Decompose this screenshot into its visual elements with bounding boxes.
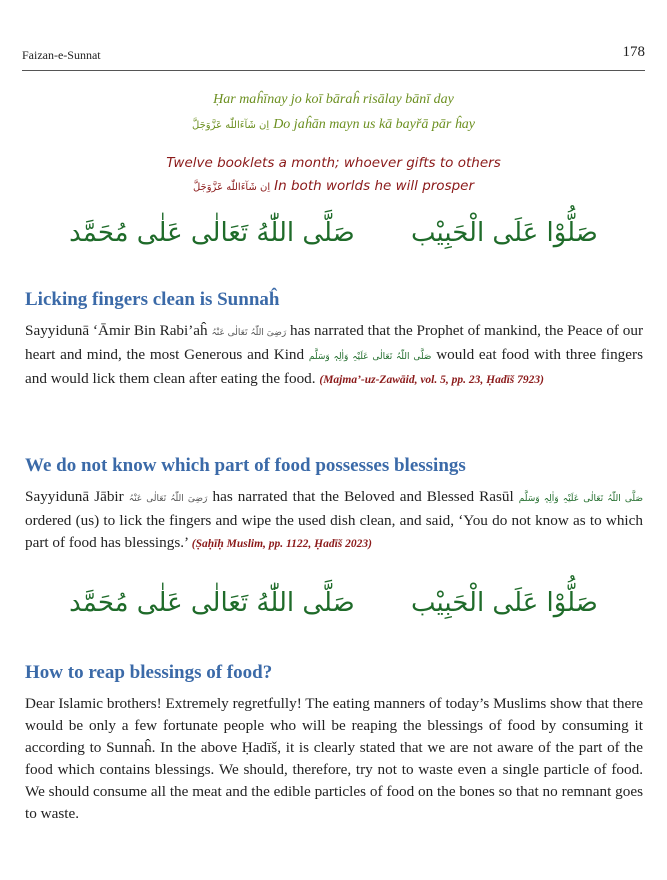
section-paragraph-reap-blessings: Dear Islamic brothers! Extremely regretfully! The eating manners of today’s Muslims show that there would be only a few fortunate people who will be reaping the blessings of food by consuming it according to Sunnaĥ. In the above Ḥadīš, it is clearly stated that we are not aware of the part of the food which contains blessings. We should, therefore, try not to waste even a single particle of food. We should consume all the meat and the edible particles of food on the bones so that no remnant goes to waste. <box>25 695 643 822</box>
durood-right: صَلُّوْا عَلَى الْحَبِيْب <box>411 218 598 248</box>
durood-calligraphy <box>0 588 667 618</box>
section-heading-blessings: We do not know which part of food possesses blessings <box>25 455 466 476</box>
text-run: ordered (us) to lick the fingers and wipe the used dish clean, and said, ‘You do not know as to which part of food has blessings.’ <box>25 512 643 551</box>
page-number: 178 <box>622 44 645 60</box>
text-run: Sayyidunā Jābir <box>25 488 124 505</box>
poem-line-1: Ḥar maĥīnay jo koī bāraĥ risālay bānī day <box>213 92 454 107</box>
text-run: has narrated that the Beloved and Blessed Rasūl <box>212 488 514 505</box>
honorific-arabic: صَلَّی اللّٰہُ تَعَالٰی عَلَیْہِ وَاٰلِہٖ وَسَلَّم <box>308 352 432 362</box>
section-heading-licking-fingers: Licking fingers clean is Sunnaĥ <box>25 289 280 310</box>
honorific-arabic: صَلَّی اللّٰہُ تَعَالٰی عَلَیْہِ وَاٰلِہٖ وَسَلَّم <box>518 494 644 504</box>
hadith-reference: (Ṣaḥīḥ Muslim, pp. 1122, Ḥadīš 2023) <box>191 538 372 550</box>
section-paragraph-blessings <box>25 486 643 555</box>
book-title: Faizan-e-Sunnat <box>22 48 101 62</box>
durood-calligraphy <box>0 218 667 248</box>
durood-left: صَلَّى اللّٰهُ تَعَالٰى عَلٰى مُحَمَّد <box>69 218 355 248</box>
hadith-reference: (Majma’-uz-Zawāid, vol. 5, pp. 23, Ḥadīš 7923) <box>319 374 544 386</box>
durood-right: صَلُّوْا عَلَى الْحَبِيْب <box>411 588 598 618</box>
text-run: Sayyidunā ‘Āmir Bin Rabi’aĥ <box>25 322 208 339</box>
text-run: has narrated that the Prophet of mankind, the Peace of our heart and mind, the most Generous and Kind <box>25 322 644 363</box>
poem-line-2-text: Do jaĥān mayn us kā bayřā pār ĥay <box>273 117 475 132</box>
honorific-arabic: رَضِیَ اللّٰہُ تَعَالٰی عَنْہُ <box>128 494 208 504</box>
section-heading-reap-blessings: How to reap blessings of food? <box>25 662 273 683</box>
text-run: would eat food with three fingers and would lick them clean after eating the food. <box>25 346 643 387</box>
poem-line-2 <box>0 117 667 133</box>
page-header <box>22 40 645 71</box>
poem-line-3: Twelve booklets a month; whoever gifts to others <box>166 155 501 171</box>
poem-line-4-text: In both worlds he will prosper <box>274 178 475 194</box>
section-paragraph-licking-fingers <box>25 320 643 391</box>
inshallah-arabic: اِن شَآءَاللّٰه عَزَّوَجَلَّ <box>192 120 270 131</box>
durood-left: صَلَّى اللّٰهُ تَعَالٰى عَلٰى مُحَمَّد <box>69 588 355 618</box>
poem-line-4 <box>0 178 667 194</box>
inshallah-arabic: اِن شَآءَاللّٰه عَزَّوَجَلَّ <box>192 182 271 193</box>
honorific-arabic: رَضِیَ اللّٰہُ تَعَالٰی عَنْہُ <box>211 328 287 338</box>
